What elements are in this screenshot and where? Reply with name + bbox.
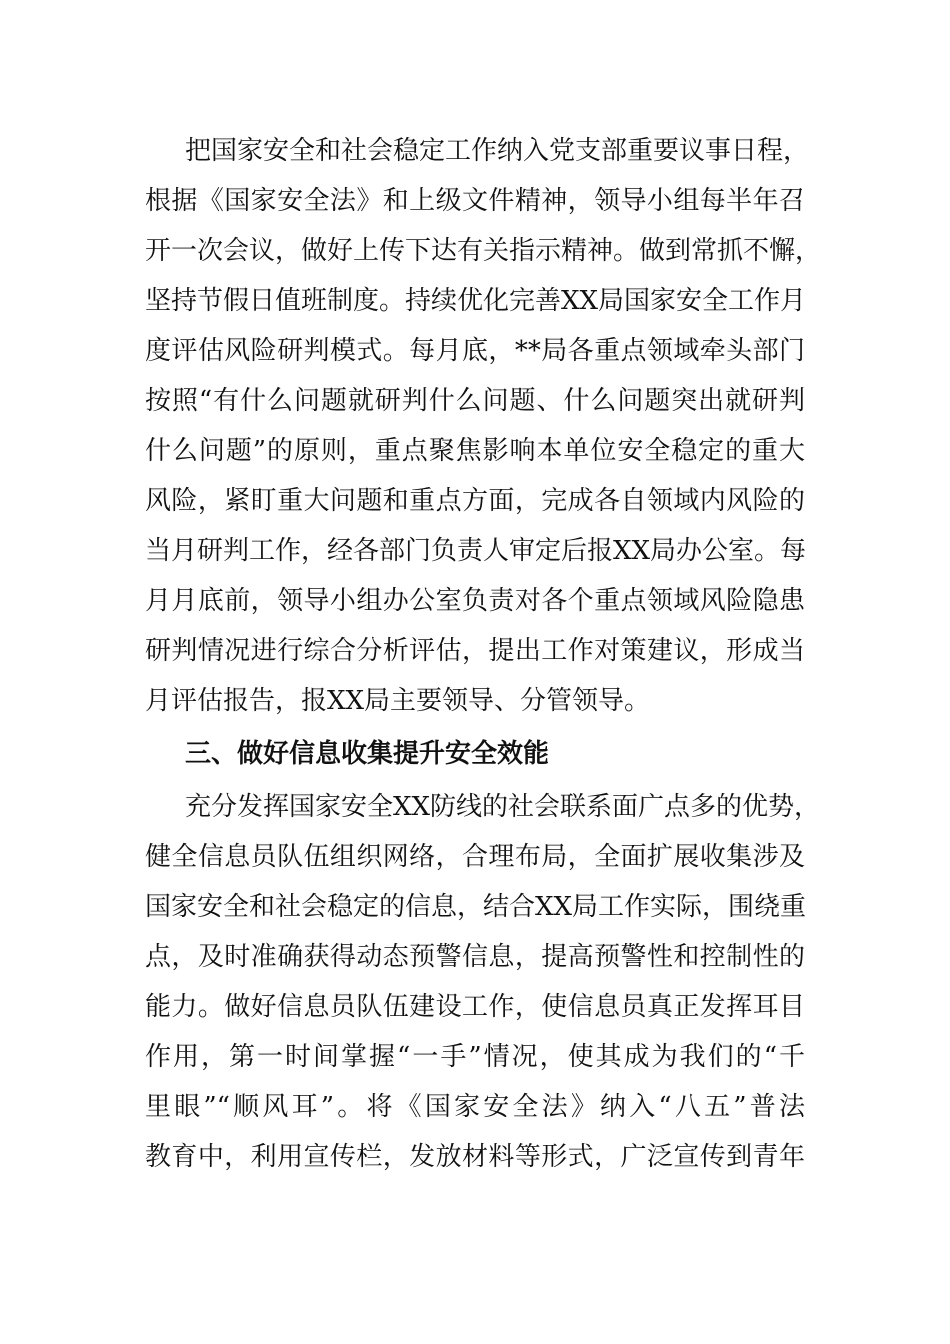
paragraph-line: 研判情况进行综合分析评估，提出工作对策建议，形成当 — [145, 636, 805, 666]
paragraph-line: 教育中，利用宣传栏，发放材料等形式，广泛宣传到青年 — [145, 1142, 805, 1172]
paragraph-line: 作用，第一时间掌握“一手”情况，使其成为我们的“千 — [145, 1042, 805, 1072]
document-body — [145, 126, 822, 1182]
paragraph-2 — [145, 782, 821, 1182]
paragraph-line: 国家安全和社会稳定的信息，结合XX局工作实际，围绕重 — [145, 892, 807, 922]
paragraph-line: 点，及时准确获得动态预警信息，提高预警性和控制性的 — [145, 942, 805, 972]
paragraph-line: 充分发挥国家安全XX防线的社会联系面广点多的优势， — [185, 792, 821, 822]
paragraph-line: 把国家安全和社会稳定工作纳入党支部重要议事日程， — [185, 136, 810, 166]
paragraph-line: 度评估风险研判模式。每月底，**局各重点领域牵头部门 — [145, 336, 805, 366]
paragraph-line: 根据《国家安全法》和上级文件精神，领导小组每半年召 — [145, 186, 805, 216]
paragraph-line: 什么问题”的原则，重点聚焦影响本单位安全稳定的重大 — [145, 436, 805, 466]
paragraph-line: 能力。做好信息员队伍建设工作，使信息员真正发挥耳目 — [145, 992, 805, 1022]
section-heading: 三、做好信息收集提升安全效能 — [185, 739, 550, 769]
paragraph-line: 当月研判工作，经各部门负责人审定后报XX局办公室。每 — [145, 536, 807, 566]
paragraph-line: 月月底前，领导小组办公室负责对各个重点领域风险隐患 — [145, 586, 805, 616]
paragraph-line: 风险，紧盯重大问题和重点方面，完成各自领域内风险的 — [145, 486, 805, 516]
paragraph-line: 坚持节假日值班制度。持续优化完善XX局国家安全工作月 — [145, 286, 807, 316]
paragraph-1 — [145, 126, 822, 726]
paragraph-line: 开一次会议，做好上传下达有关指示精神。做到常抓不懈， — [145, 236, 822, 266]
paragraph-line: 健全信息员队伍组织网络，合理布局，全面扩展收集涉及 — [145, 842, 805, 872]
paragraph-line: 按照“有什么问题就研判什么问题、什么问题突出就研判 — [145, 386, 805, 416]
paragraph-line: 月评估报告，报XX局主要领导、分管领导。 — [145, 686, 651, 716]
paragraph-line: 里眼”“顺风耳”。将《国家安全法》纳入“八五”普法 — [145, 1092, 805, 1122]
